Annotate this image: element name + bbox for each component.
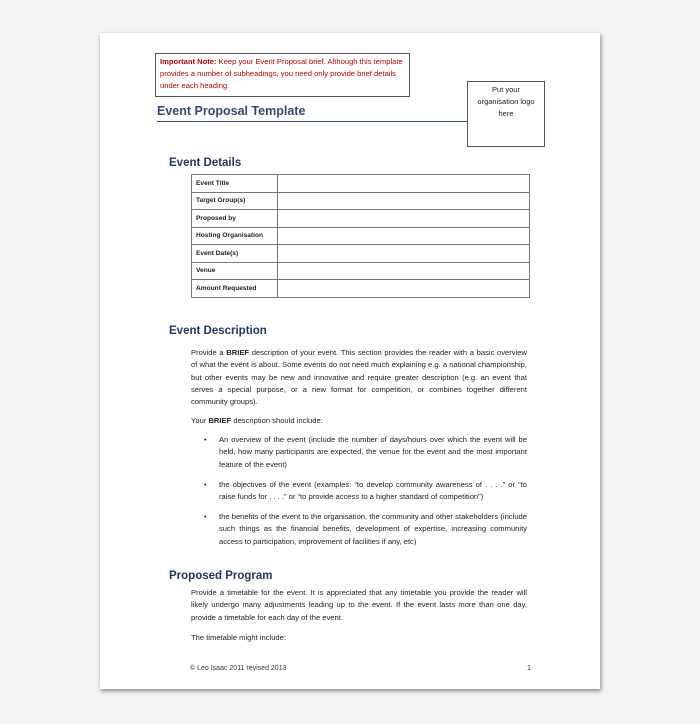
important-note-text: Keep your Event Proposal brief. Although this template provides a number of subheadings, you need only provide brief details under each heading. bbox=[160, 57, 403, 90]
document-page bbox=[100, 33, 600, 689]
page-title: Event Proposal Template bbox=[157, 104, 306, 118]
bullet-icon: • bbox=[204, 512, 207, 521]
important-note-label: Important Note: bbox=[160, 57, 217, 66]
row-value-cell bbox=[278, 192, 530, 210]
list-item-text: the benefits of the event to the organisation, the community and other stakeholders (include such things as the financial benefits, development of expertise, increasing community access to participation, improvement of facilities if any, etc) bbox=[219, 512, 527, 546]
bullet-icon: • bbox=[204, 480, 207, 489]
event-details-table bbox=[191, 174, 530, 298]
list-item bbox=[204, 434, 527, 471]
table-row bbox=[192, 245, 530, 263]
table-row bbox=[192, 262, 530, 280]
important-note-box bbox=[155, 53, 410, 97]
event-description-paragraph bbox=[191, 347, 527, 408]
page-number: 1 bbox=[527, 665, 531, 672]
logo-placeholder-line-2: organisation logo bbox=[477, 97, 535, 106]
row-value-cell bbox=[278, 280, 530, 298]
title-underline bbox=[157, 121, 467, 122]
proposed-program-paragraph: Provide a timetable for the event. It is appreciated that any timetable you provide the reader will likely undergo many adjustments leading up to the event. If the event lasts more than one day, provide a timetable for each day of the event. bbox=[191, 588, 527, 622]
logo-placeholder-box bbox=[467, 81, 545, 147]
row-value-cell bbox=[278, 262, 530, 280]
row-label: Event Date(s) bbox=[192, 245, 278, 263]
row-label: Event Title bbox=[192, 175, 278, 193]
list-item bbox=[204, 479, 527, 504]
logo-placeholder-line-1: Put your bbox=[492, 85, 520, 94]
paragraph-text: description should include: bbox=[231, 416, 323, 425]
logo-placeholder-line-3: here bbox=[498, 109, 514, 118]
paragraph-bold-text: BRIEF bbox=[208, 416, 232, 425]
row-value-cell bbox=[278, 245, 530, 263]
row-value-cell bbox=[278, 227, 530, 245]
row-label: Proposed by bbox=[192, 210, 278, 228]
event-description-heading: Event Description bbox=[169, 325, 267, 337]
row-label: Amount Requested bbox=[192, 280, 278, 298]
table-row bbox=[192, 227, 530, 245]
table-row bbox=[192, 280, 530, 298]
proposed-program-heading: Proposed Program bbox=[169, 570, 273, 582]
paragraph-text: description of your event. This section provides the reader with a basic overview of what the event is about. Some events do not need much explaining e.g. a national championship, but other events may be new and innovative and require greater description (e.g. an event that serves a special purpose, or a new format for competition, or combines together different community groups). bbox=[191, 348, 527, 407]
row-label: Venue bbox=[192, 262, 278, 280]
row-label: Target Group(s) bbox=[192, 192, 278, 210]
footer-copyright: © Leo Isaac 2011 revised 2013 bbox=[190, 665, 287, 672]
paragraph-text: Your bbox=[191, 416, 209, 425]
paragraph-text: Provide a bbox=[191, 348, 227, 357]
brief-description-intro bbox=[191, 415, 527, 427]
list-item-text: An overview of the event (include the number of days/hours over which the event will be held, how many participants are expected, the venue for the event and the most important feature of the event) bbox=[219, 435, 527, 469]
table-row bbox=[192, 210, 530, 228]
list-item bbox=[204, 511, 527, 548]
table-row bbox=[192, 192, 530, 210]
list-item-text: the objectives of the event (examples: “to develop community awareness of . . . .” or “to raise funds for . . . .” or “to provide access to a higher standard of competition”) bbox=[219, 480, 527, 502]
bullet-icon: • bbox=[204, 435, 207, 444]
row-value-cell bbox=[278, 175, 530, 193]
table-row bbox=[192, 175, 530, 193]
event-details-heading: Event Details bbox=[169, 157, 242, 169]
row-label: Hosting Organisation bbox=[192, 227, 278, 245]
paragraph-bold-text: BRIEF bbox=[226, 348, 250, 357]
timetable-intro: The timetable might include: bbox=[191, 633, 286, 642]
row-value-cell bbox=[278, 210, 530, 228]
